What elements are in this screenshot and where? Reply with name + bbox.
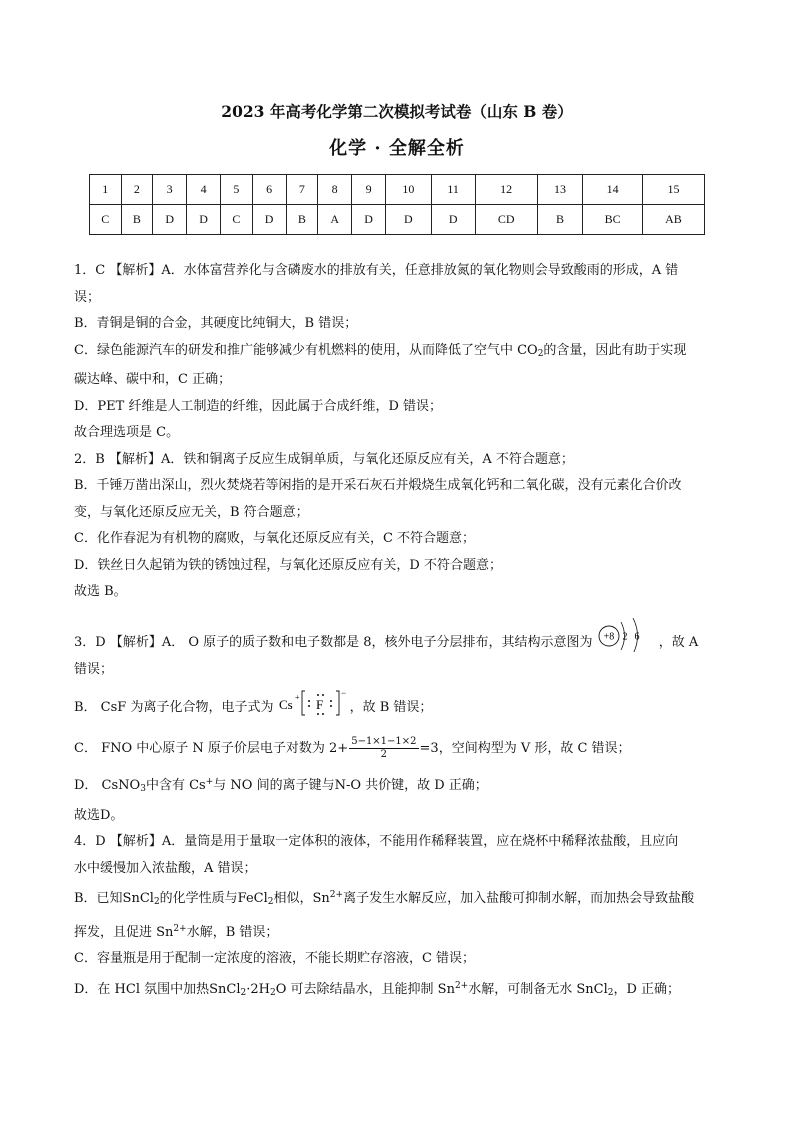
- text-run: 中含有 Cs: [145, 778, 206, 793]
- q2-line: D．铁丝日久起销为铁的锈蚀过程，与氧化还原反应有关，D 不符合题意；: [74, 557, 502, 573]
- q3-line: 错误；: [74, 661, 114, 677]
- answer-cell: B: [537, 205, 583, 235]
- answer-cell: B: [286, 205, 318, 235]
- answer-cell: D: [187, 205, 221, 235]
- superscript: +: [205, 777, 214, 787]
- text-run: D．在 HCl 氛围中加热SnCl: [74, 981, 241, 997]
- q3-line: [74, 769, 726, 803]
- q3-line: [74, 687, 726, 728]
- question-number-cell: 14: [583, 175, 643, 205]
- text-run: 与 NO 间的离子键与N-O 共价键，故 D 正确；: [213, 778, 488, 793]
- question-number-cell: 7: [286, 175, 318, 205]
- solutions-body: [74, 258, 726, 1006]
- q1-line: 碳达峰、碳中和，C 正确；: [74, 372, 232, 387]
- q3-line: 故选D。: [74, 807, 124, 823]
- text-run: B． CsF 为离子化合物，电子式为: [74, 700, 274, 715]
- q2-line: 故选 B。: [74, 584, 127, 599]
- answer-table-answers-row: [90, 205, 705, 235]
- question-number-cell: 4: [187, 175, 221, 205]
- answer-cell: B: [121, 205, 153, 235]
- question-number-cell: 10: [386, 175, 432, 205]
- superscript: 2+: [329, 890, 344, 900]
- text-run: 相似，Sn: [273, 891, 330, 906]
- fraction: [349, 736, 418, 761]
- superscript: 2+: [454, 980, 469, 991]
- page-subtitle: 化学 · 全解全析: [329, 138, 465, 159]
- subscript: 2: [240, 987, 247, 998]
- subscript: 2: [270, 987, 276, 998]
- f-symbol: F: [315, 697, 323, 712]
- q1-line: D．PET 纤维是人工制造的纤维，因此属于合成纤维，D 错误；: [74, 398, 443, 414]
- answer-cell: BC: [583, 205, 643, 235]
- q3-line: [74, 616, 726, 657]
- q2-line: C．化作春泥为有机物的腐败，与氧化还原反应有关，C 不符合题意；: [74, 531, 476, 546]
- question-number-cell: 13: [537, 175, 583, 205]
- q2-line: 2．B 【解析】A．铁和铜离子反应生成铜单质，与氧化还原反应有关，A 不符合题意；: [74, 451, 574, 467]
- q1-line: 故合理选项是 C。: [74, 425, 180, 440]
- q3-line: [74, 728, 726, 769]
- question-number-cell: 3: [153, 175, 187, 205]
- cs-symbol: Cs: [278, 697, 293, 712]
- q1-line: [74, 338, 726, 368]
- text-run: 挥发，且促进 Sn: [74, 924, 174, 940]
- text-run: 水解，可制备无水 SnCl: [468, 981, 608, 997]
- text-run: D． CsNO: [74, 778, 141, 793]
- text-run: ，故 B 错误；: [349, 700, 433, 715]
- q4-line: 水中缓慢加入浓盐酸，A 错误；: [74, 860, 257, 876]
- text-run: 水解，B 错误；: [186, 924, 279, 940]
- text-run: ，D 正确；: [613, 981, 681, 997]
- subscript: 2: [267, 897, 274, 907]
- q2-line: B．千锤万凿出深山，烈火焚烧若等闲指的是开采石灰石并煅烧生成氧化钙和二氧化碳，没有元素化合价改: [74, 478, 682, 493]
- q1-line: 误；: [74, 289, 101, 305]
- text-run: 的含量，因此有助于实现: [543, 342, 687, 358]
- answer-cell: AB: [642, 205, 704, 235]
- q2-line: 变，与氧化还原反应无关，B 符合题意；: [74, 504, 309, 520]
- subscript: 2: [607, 987, 614, 998]
- question-number-cell: 6: [252, 175, 286, 205]
- answer-cell: D: [252, 205, 286, 235]
- fraction-numerator: 5−1×1−1×2: [351, 736, 417, 747]
- text-run: C． FNO 中心原子 N 原子价层电子对数为 2+: [74, 741, 349, 756]
- text-run: 离子发生水解反应，加入盐酸可抑制水解，而加热会导致盐酸: [343, 891, 695, 906]
- question-number-cell: 2: [121, 175, 153, 205]
- atom-shell1-label: 2: [622, 631, 628, 642]
- text-run: =3，空间构型为 V 形，故 C 错误；: [419, 741, 631, 756]
- subscript: 2: [153, 897, 160, 907]
- question-number-cell: 11: [431, 175, 475, 205]
- text-run: B．已知SnCl: [74, 891, 154, 906]
- subscript: 2: [537, 348, 544, 359]
- q4-line: C．容量瓶是用于配制一定浓度的溶液，不能长期贮存溶液，C 错误；: [74, 951, 476, 966]
- superscript: 2+: [173, 923, 187, 934]
- answer-table: [89, 174, 705, 235]
- text-run: ·2H: [246, 981, 270, 997]
- answer-cell: D: [386, 205, 432, 235]
- atom-nucleus-label: +8: [603, 631, 615, 642]
- csf-electron-formula: [278, 687, 350, 717]
- subscript: 3: [140, 784, 146, 794]
- question-number-cell: 12: [475, 175, 537, 205]
- answer-cell: A: [318, 205, 352, 235]
- text-run: ，故 A: [658, 634, 699, 650]
- answer-cell: D: [431, 205, 475, 235]
- question-number-cell: 5: [221, 175, 253, 205]
- answer-cell: D: [153, 205, 187, 235]
- q4-line: [74, 882, 726, 916]
- question-number-cell: 1: [90, 175, 122, 205]
- text-run: C．绿色能源汽车的研发和推广能够减少有机燃料的使用，从而降低了空气中 CO: [74, 342, 538, 358]
- question-number-cell: 15: [642, 175, 704, 205]
- q4-line: [74, 973, 726, 1007]
- answer-table-numbers-row: [90, 175, 705, 205]
- oxygen-atom-structure-diagram: [597, 616, 659, 652]
- answer-cell: D: [352, 205, 386, 235]
- answer-cell: C: [90, 205, 122, 235]
- question-number-cell: 9: [352, 175, 386, 205]
- answer-cell: CD: [475, 205, 537, 235]
- text-run: 的化学性质与FeCl: [159, 891, 268, 906]
- atom-shell2-label: 6: [634, 631, 640, 642]
- q1-line: B．青铜是铜的合金，其硬度比纯铜大，B 错误；: [74, 316, 358, 331]
- f-charge: −: [340, 688, 346, 698]
- answer-cell: C: [221, 205, 253, 235]
- fraction-denominator: 2: [380, 749, 388, 760]
- page-title: 2023 年高考化学第二次模拟考试卷（山东 B 卷）: [221, 102, 573, 121]
- q1-line: 1．C 【解析】A．水体富营养化与含磷废水的排放有关，任意排放氮的氧化物则会导致酸雨的形成，A 错: [74, 263, 679, 278]
- text-run: O 可去除结晶水，且能抑制 Sn: [275, 981, 455, 997]
- q4-line: [74, 916, 726, 947]
- question-number-cell: 8: [318, 175, 352, 205]
- text-run: 3．D 【解析】A． O 原子的质子数和电子数都是 8，核外电子分层排布，其结构示意图为: [74, 634, 593, 650]
- q4-line: 4．D 【解析】A．量筒是用于量取一定体积的液体，不能用作稀释装置，应在烧杯中稀释浓盐酸，且应向: [74, 834, 679, 849]
- cs-charge: +: [294, 693, 300, 702]
